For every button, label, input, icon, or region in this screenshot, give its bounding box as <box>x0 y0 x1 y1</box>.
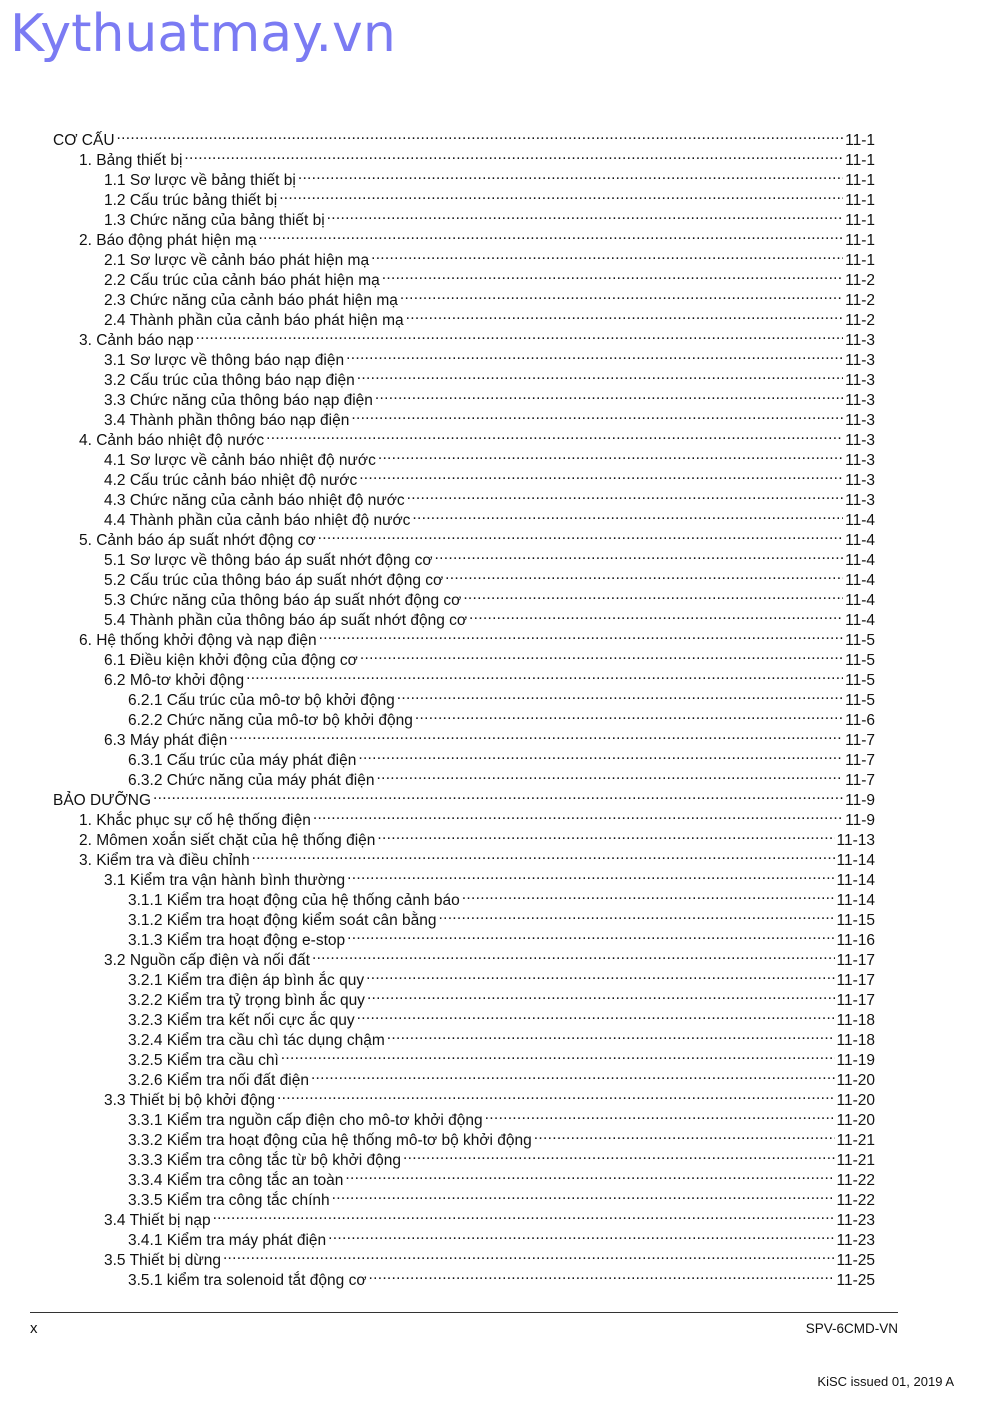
toc-dot-leader <box>279 185 843 205</box>
toc-entry-page: 11-4 <box>845 592 875 609</box>
toc-entry-title: 2.4 Thành phần của cảnh báo phát hiện mạ <box>104 312 404 329</box>
toc-dot-leader <box>281 1045 835 1065</box>
toc-dot-leader <box>196 325 844 345</box>
toc-entry-page: 11-19 <box>836 1052 875 1069</box>
toc-entry-page: 11-3 <box>845 412 875 429</box>
toc-entry-page: 11-14 <box>836 852 875 869</box>
toc-dot-leader <box>184 145 843 165</box>
toc-dot-leader <box>327 205 843 225</box>
toc-entry-page: 11-17 <box>836 972 875 989</box>
toc-entry-title: 2.1 Sơ lược về cảnh báo phát hiện mạ <box>104 252 370 269</box>
toc-entry-title: 6.2.2 Chức năng của mô-tơ bộ khởi động <box>128 712 413 729</box>
toc-entry-title: 3.3.4 Kiểm tra công tắc an toàn <box>128 1172 344 1189</box>
toc-entry-page: 11-4 <box>845 572 875 589</box>
toc-entry-title: 3.5 Thiết bị dừng <box>104 1252 221 1269</box>
toc-entry-page: 11-1 <box>845 232 875 249</box>
toc-dot-leader <box>259 225 844 245</box>
toc-dot-leader <box>367 985 835 1005</box>
toc-entry-title: 3. Kiểm tra và điều chỉnh <box>79 852 250 869</box>
toc-entry-title: 3.2.1 Kiểm tra điện áp bình ắc quy <box>128 972 365 989</box>
document-code: SPV-6CMD-VN <box>805 1321 898 1336</box>
toc-entry[interactable] <box>53 805 875 829</box>
page-number: x <box>30 1320 38 1337</box>
toc-entry-page: 11-1 <box>845 132 875 149</box>
toc-entry-title: 4.2 Cấu trúc cảnh báo nhiệt độ nước <box>104 472 358 489</box>
toc-entry-title: 6.2 Mô-tơ khởi động <box>104 672 245 689</box>
toc-dot-leader <box>319 625 843 645</box>
toc-entry-title: 1. Bảng thiết bị <box>79 152 183 169</box>
toc-dot-leader <box>153 785 843 805</box>
toc-entry-title: 3.3 Thiết bị bộ khởi động <box>104 1092 276 1109</box>
toc-entry-title: 2.3 Chức năng của cảnh báo phát hiện mạ <box>104 292 398 309</box>
toc-dot-leader <box>345 1165 834 1185</box>
toc-dot-leader <box>485 1105 835 1125</box>
toc-entry-title: 3.1.2 Kiểm tra hoạt động kiểm soát cân bằng <box>128 912 437 929</box>
toc-entry-page: 11-5 <box>845 672 875 689</box>
toc-entry-title: 4.4 Thành phần của cảnh báo nhiệt độ nước <box>104 512 411 529</box>
toc-entry-page: 11-20 <box>836 1112 875 1129</box>
toc-entry-title: 3.3.2 Kiểm tra hoạt động của hệ thống mô-tơ bộ khởi động <box>128 1132 532 1149</box>
toc-entry-page: 11-3 <box>845 332 875 349</box>
toc-dot-leader <box>229 725 843 745</box>
toc-dot-leader <box>328 1225 834 1245</box>
toc-dot-leader <box>438 905 834 925</box>
toc-dot-leader <box>347 865 834 885</box>
toc-entry-page: 11-3 <box>845 372 875 389</box>
toc-entry[interactable] <box>53 785 875 809</box>
watermark-logo: Kythuatmay.vn <box>10 4 396 64</box>
toc-entry-page: 11-22 <box>836 1192 875 1209</box>
toc-entry-page: 11-14 <box>836 892 875 909</box>
toc-entry-title: 4. Cảnh báo nhiệt độ nước <box>79 432 265 449</box>
toc-entry-title: 3.1 Sơ lược về thông báo nạp điện <box>104 352 345 369</box>
toc-dot-leader <box>311 1065 835 1085</box>
toc-entry-page: 11-5 <box>845 692 875 709</box>
toc-entry-page: 11-15 <box>836 912 875 929</box>
toc-entry-page: 11-4 <box>845 512 875 529</box>
toc-entry[interactable] <box>53 125 875 149</box>
toc-dot-leader <box>400 285 843 305</box>
toc-entry-title: 3.3 Chức năng của thông báo nạp điện <box>104 392 373 409</box>
toc-entry-page: 11-2 <box>845 272 875 289</box>
toc-entry-title: 6.2.1 Cấu trúc của mô-tơ bộ khởi động <box>128 692 395 709</box>
toc-dot-leader <box>213 1205 835 1225</box>
toc-entry-title: 5.4 Thành phần của thông báo áp suất nhớt động cơ <box>104 612 468 629</box>
toc-entry-page: 11-5 <box>845 632 875 649</box>
toc-entry-title: 3.1 Kiểm tra vận hành bình thường <box>104 872 346 889</box>
toc-dot-leader <box>378 445 843 465</box>
toc-dot-leader <box>407 485 843 505</box>
toc-entry-page: 11-4 <box>845 552 875 569</box>
toc-dot-leader <box>412 505 843 525</box>
toc-entry-title: BẢO DƯỠNG <box>53 792 152 809</box>
toc-dot-leader <box>366 965 834 985</box>
toc-entry-page: 11-3 <box>845 432 875 449</box>
toc-entry-page: 11-7 <box>845 772 875 789</box>
toc-entry-page: 11-20 <box>836 1092 875 1109</box>
toc-entry-page: 11-25 <box>836 1252 875 1269</box>
toc-entry-page: 11-7 <box>845 752 875 769</box>
toc-dot-leader <box>266 425 843 445</box>
toc-entry-page: 11-3 <box>845 392 875 409</box>
toc-dot-leader <box>313 805 843 825</box>
toc-dot-leader <box>534 1125 835 1145</box>
toc-entry-page: 11-9 <box>845 792 875 809</box>
toc-entry-page: 11-4 <box>845 532 875 549</box>
toc-entry-page: 11-9 <box>845 812 875 829</box>
toc-entry-title: 1. Khắc phục sự cố hệ thống điện <box>79 812 311 829</box>
toc-entry-page: 11-3 <box>845 352 875 369</box>
toc-dot-leader <box>347 925 834 945</box>
toc-dot-leader <box>397 685 843 705</box>
toc-dot-leader <box>445 565 843 585</box>
toc-entry-title: 3.2.5 Kiểm tra cầu chì <box>128 1052 279 1069</box>
toc-dot-leader <box>469 605 843 625</box>
toc-entry-title: 3. Cảnh báo nạp <box>79 332 194 349</box>
toc-entry-page: 11-1 <box>845 152 875 169</box>
toc-entry-page: 11-6 <box>845 712 875 729</box>
toc-dot-leader <box>387 1025 835 1045</box>
toc-dot-leader <box>375 385 843 405</box>
toc-entry-title: 1.2 Cấu trúc bảng thiết bị <box>104 192 278 209</box>
toc-entry-title: 4.1 Sơ lược về cảnh báo nhiệt độ nước <box>104 452 376 469</box>
toc-entry-title: 5.3 Chức năng của thông báo áp suất nhớt động cơ <box>104 592 462 609</box>
toc-entry-page: 11-25 <box>836 1272 875 1289</box>
toc-entry-page: 11-4 <box>845 612 875 629</box>
toc-entry-title: 3.2 Cấu trúc của thông báo nạp điện <box>104 372 355 389</box>
toc-entry-page: 11-1 <box>845 172 875 189</box>
toc-entry-title: 3.2.6 Kiểm tra nối đất điện <box>128 1072 309 1089</box>
toc-entry-title: 6.1 Điều kiện khởi động của động cơ <box>104 652 358 669</box>
toc-dot-leader <box>415 705 843 725</box>
toc-entry-page: 11-3 <box>845 452 875 469</box>
toc-entry-page: 11-21 <box>836 1132 875 1149</box>
toc-entry-title: 2.2 Cấu trúc của cảnh báo phát hiện mạ <box>104 272 380 289</box>
toc-entry-page: 11-2 <box>845 292 875 309</box>
toc-entry-page: 11-1 <box>845 212 875 229</box>
toc-entry-title: 2. Mômen xoắn siết chặt của hệ thống điện <box>79 832 376 849</box>
toc-entry-title: 3.3.3 Kiểm tra công tắc từ bộ khởi động <box>128 1152 401 1169</box>
toc-entry-title: 3.2.3 Kiểm tra kết nối cực ắc quy <box>128 1012 355 1029</box>
toc-entry[interactable] <box>53 145 875 169</box>
toc-entry-page: 11-22 <box>836 1172 875 1189</box>
toc-dot-leader <box>377 825 834 845</box>
toc-dot-leader <box>358 745 843 765</box>
toc-entry-title: 1.3 Chức năng của bảng thiết bị <box>104 212 325 229</box>
toc-entry-page: 11-7 <box>845 732 875 749</box>
toc-entry-title: 3.1.1 Kiểm tra hoạt động của hệ thống cảnh báo <box>128 892 460 909</box>
toc-entry-title: 6.3.2 Chức năng của máy phát điện <box>128 772 375 789</box>
toc-dot-leader <box>359 465 843 485</box>
toc-entry-page: 11-16 <box>836 932 875 949</box>
toc-dot-leader <box>298 165 843 185</box>
toc-dot-leader <box>371 245 843 265</box>
toc-entry-title: 3.4.1 Kiểm tra máy phát điện <box>128 1232 327 1249</box>
toc-dot-leader <box>252 845 835 865</box>
toc-entry-title: 3.2.4 Kiểm tra cầu chì tác dụng chậm <box>128 1032 385 1049</box>
toc-dot-leader <box>376 765 843 785</box>
toc-entry-page: 11-21 <box>836 1152 875 1169</box>
toc-entry-page: 11-20 <box>836 1072 875 1089</box>
toc-entry-title: 3.2.2 Kiểm tra tỷ trọng bình ắc quy <box>128 992 365 1009</box>
toc-entry-page: 11-23 <box>836 1212 875 1229</box>
toc-entry-title: 3.3.1 Kiểm tra nguồn cấp điện cho mô-tơ khởi động <box>128 1112 483 1129</box>
toc-dot-leader <box>360 645 843 665</box>
toc-dot-leader <box>246 665 843 685</box>
toc-dot-leader <box>351 405 843 425</box>
toc-entry-page: 11-3 <box>845 472 875 489</box>
toc-dot-leader <box>357 1005 835 1025</box>
footer-divider <box>30 1312 898 1313</box>
toc-entry-page: 11-3 <box>845 492 875 509</box>
toc-entry-title: 6. Hệ thống khởi động và nạp điện <box>79 632 317 649</box>
toc-dot-leader <box>223 1245 835 1265</box>
toc-entry-page: 11-23 <box>836 1232 875 1249</box>
toc-entry-title: 3.3.5 Kiểm tra công tắc chính <box>128 1192 330 1209</box>
toc-dot-leader <box>318 525 843 545</box>
toc-entry-title: 5.2 Cấu trúc của thông báo áp suất nhớt động cơ <box>104 572 444 589</box>
toc-dot-leader <box>369 1265 835 1285</box>
toc-entry-page: 11-2 <box>845 312 875 329</box>
toc-entry-title: 4.3 Chức năng của cảnh báo nhiệt độ nước <box>104 492 405 509</box>
toc-entry-title: 1.1 Sơ lược về bảng thiết bị <box>104 172 296 189</box>
toc-entry-title: CƠ CẤU <box>53 132 115 149</box>
toc-entry-page: 11-1 <box>845 192 875 209</box>
toc-dot-leader <box>435 545 844 565</box>
toc-entry-title: 6.3.1 Cấu trúc của máy phát điện <box>128 752 357 769</box>
toc-dot-leader <box>403 1145 835 1165</box>
toc-entry-title: 3.4 Thiết bị nạp <box>104 1212 211 1229</box>
toc-dot-leader <box>312 945 835 965</box>
toc-entry-page: 11-1 <box>845 252 875 269</box>
toc-entry-page: 11-14 <box>836 872 875 889</box>
toc-entry-page: 11-5 <box>845 652 875 669</box>
toc-entry-page: 11-17 <box>836 952 875 969</box>
table-of-contents <box>53 125 875 1289</box>
toc-entry-title: 6.3 Máy phát điện <box>104 732 228 749</box>
toc-entry-title: 3.4 Thành phần thông báo nạp điện <box>104 412 350 429</box>
toc-entry-page: 11-17 <box>836 992 875 1009</box>
toc-entry-title: 2. Báo động phát hiện mạ <box>79 232 257 249</box>
toc-dot-leader <box>382 265 843 285</box>
toc-dot-leader <box>346 345 843 365</box>
toc-entry-page: 11-18 <box>836 1012 875 1029</box>
toc-dot-leader <box>462 885 835 905</box>
toc-entry-title: 3.1.3 Kiểm tra hoạt động e-stop <box>128 932 346 949</box>
toc-dot-leader <box>463 585 843 605</box>
toc-dot-leader <box>277 1085 834 1105</box>
toc-entry-page: 11-18 <box>836 1032 875 1049</box>
toc-entry-title: 5.1 Sơ lược về thông báo áp suất nhớt động cơ <box>104 552 433 569</box>
toc-dot-leader <box>332 1185 835 1205</box>
toc-entry-title: 3.2 Nguồn cấp điện và nối đất <box>104 952 310 969</box>
toc-dot-leader <box>117 125 844 145</box>
toc-entry-page: 11-13 <box>836 832 875 849</box>
toc-dot-leader <box>406 305 844 325</box>
issue-note: KiSC issued 01, 2019 A <box>817 1374 954 1389</box>
toc-entry-title: 3.5.1 kiểm tra solenoid tắt động cơ <box>128 1272 367 1289</box>
toc-entry-title: 5. Cảnh báo áp suất nhớt động cơ <box>79 532 316 549</box>
toc-dot-leader <box>357 365 843 385</box>
